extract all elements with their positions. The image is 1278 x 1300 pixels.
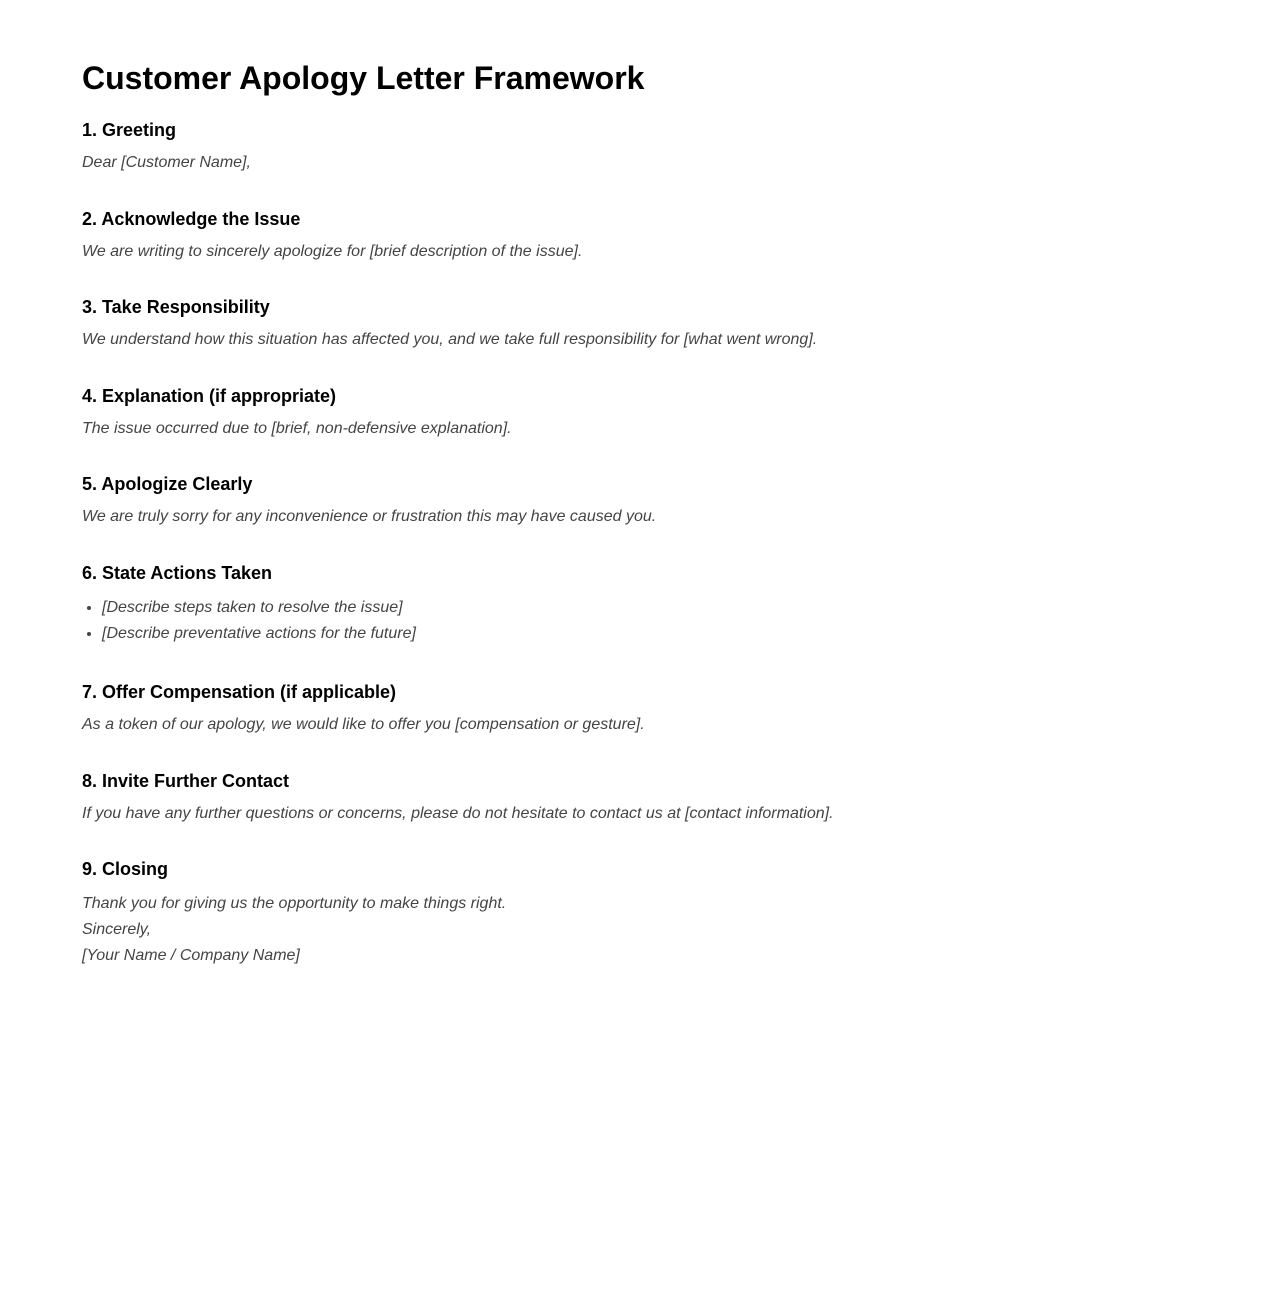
section-text: As a token of our apology, we would like to offer you [compensation or gesture].: [82, 716, 645, 733]
section-actions: [82, 562, 1278, 647]
closing-lines: [82, 891, 1278, 969]
page-title: Customer Apology Letter Framework: [82, 60, 645, 96]
section-responsibility: [82, 296, 1278, 351]
section-heading: 3. Take Responsibility: [82, 297, 270, 317]
closing-signature: [Your Name / Company Name]: [82, 947, 300, 964]
section-contact: [82, 770, 1278, 825]
section-heading: 2. Acknowledge the Issue: [82, 209, 301, 229]
section-heading: 9. Closing: [82, 859, 169, 879]
list-item: • [Describe preventative actions for the future]: [102, 621, 1278, 647]
section-heading: 6. State Actions Taken: [82, 563, 273, 583]
section-apologize: [82, 473, 1278, 528]
closing-line: Thank you for giving us the opportunity to make things right.: [82, 895, 507, 912]
section-heading: 5. Apologize Clearly: [82, 474, 253, 494]
section-text: We are truly sorry for any inconvenience or frustration this may have caused you.: [82, 508, 657, 525]
section-closing: [82, 858, 1278, 969]
section-heading: 7. Offer Compensation (if applicable): [82, 682, 397, 702]
section-text: If you have any further questions or concerns, please do not hesitate to contact us at [contact information].: [82, 805, 834, 822]
section-heading: 1. Greeting: [82, 120, 177, 140]
section-text: We understand how this situation has affected you, and we take full responsibility for [what went wrong].: [82, 331, 818, 348]
actions-list: [82, 595, 1278, 647]
section-greeting: [82, 119, 1278, 174]
section-text: Dear [Customer Name],: [82, 154, 251, 171]
list-item: • [Describe steps taken to resolve the issue]: [102, 595, 1278, 621]
section-text: The issue occurred due to [brief, non-defensive explanation].: [82, 420, 512, 437]
section-explanation: [82, 385, 1278, 440]
section-text: We are writing to sincerely apologize for [brief description of the issue].: [82, 243, 583, 260]
section-heading: 4. Explanation (if appropriate): [82, 386, 337, 406]
section-compensation: [82, 681, 1278, 736]
section-heading: 8. Invite Further Contact: [82, 771, 290, 791]
closing-signoff: Sincerely,: [82, 921, 152, 938]
section-acknowledge: [82, 208, 1278, 263]
